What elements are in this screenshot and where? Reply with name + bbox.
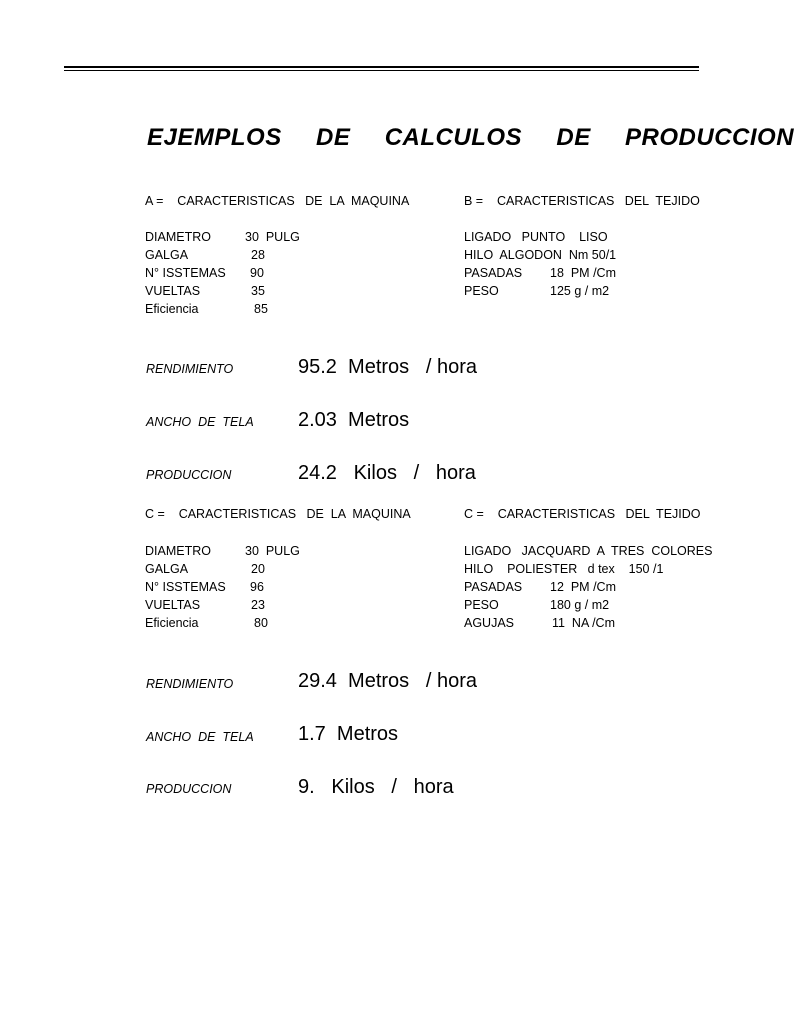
machine-row-label: VUELTAS (145, 284, 201, 298)
machine-row-value: 28 (251, 248, 265, 262)
fabric-row-value: 125 g / m2 (550, 284, 610, 298)
machine-row-value: 90 (250, 266, 264, 280)
machine-row-value: 96 (250, 580, 264, 594)
fabric-row-value: 12 PM /Cm (550, 580, 616, 594)
result-label-rendimiento: RENDIMIENTO (146, 677, 234, 691)
machine-row-label: GALGA (145, 248, 189, 262)
machine-row-value: 20 (251, 562, 265, 576)
fabric-row-label: PESO (464, 598, 499, 612)
fabric-row-label: PESO (464, 284, 499, 298)
top-rule-thin (64, 70, 699, 71)
result-value-produccion: 9. Kilos / hora (298, 776, 454, 798)
machine-row-label: DIAMETRO (145, 230, 211, 244)
result-label-ancho: ANCHO DE TELA (146, 730, 254, 744)
fabric-header-c: C = CARACTERISTICAS DEL TEJIDO (464, 507, 701, 521)
machine-row-label: GALGA (145, 562, 189, 576)
machine-row-value: 23 (251, 598, 265, 612)
result-value-produccion: 24.2 Kilos / hora (298, 462, 476, 484)
machine-row-label: Eficiencia (145, 302, 199, 316)
result-value-ancho: 2.03 Metros (298, 409, 410, 431)
machine-row-label: VUELTAS (145, 598, 201, 612)
fabric-row-label: LIGADO PUNTO LISO (464, 230, 608, 244)
result-label-ancho: ANCHO DE TELA (146, 415, 254, 429)
machine-row-value: 30 PULG (245, 230, 300, 244)
result-value-ancho: 1.7 Metros (298, 723, 399, 745)
result-value-rendimiento: 95.2 Metros / hora (298, 356, 477, 378)
machine-row-label: N° ISSTEMAS (145, 580, 226, 594)
fabric-row-label: HILO ALGODON Nm 50/1 (464, 248, 617, 262)
fabric-row-label: PASADAS (464, 266, 523, 280)
machine-row-label: DIAMETRO (145, 544, 211, 558)
machine-row-label: N° ISSTEMAS (145, 266, 226, 280)
fabric-row-label: HILO POLIESTER d tex 150 /1 (464, 562, 664, 576)
machine-row-value: 35 (251, 284, 265, 298)
top-rule-thick (64, 66, 699, 68)
machine-row-value: 30 PULG (245, 544, 300, 558)
page-title: EJEMPLOS DE CALCULOS DE PRODUCCION (147, 124, 794, 151)
fabric-row-value: 18 PM /Cm (550, 266, 616, 280)
fabric-row-label: LIGADO JACQUARD A TRES COLORES (464, 544, 713, 558)
result-label-produccion: PRODUCCION (146, 782, 232, 796)
machine-row-value: 80 (254, 616, 268, 630)
machine-row-value: 85 (254, 302, 268, 316)
fabric-row-label: AGUJAS (464, 616, 515, 630)
machine-row-label: Eficiencia (145, 616, 199, 630)
machine-header-c: C = CARACTERISTICAS DE LA MAQUINA (145, 507, 411, 521)
fabric-header-b: B = CARACTERISTICAS DEL TEJIDO (464, 194, 700, 208)
fabric-row-value: 180 g / m2 (550, 598, 610, 612)
fabric-row-label: PASADAS (464, 580, 523, 594)
fabric-row-value: 11 NA /Cm (552, 616, 615, 630)
result-value-rendimiento: 29.4 Metros / hora (298, 670, 477, 692)
result-label-rendimiento: RENDIMIENTO (146, 362, 234, 376)
result-label-produccion: PRODUCCION (146, 468, 232, 482)
machine-header-a: A = CARACTERISTICAS DE LA MAQUINA (145, 194, 410, 208)
